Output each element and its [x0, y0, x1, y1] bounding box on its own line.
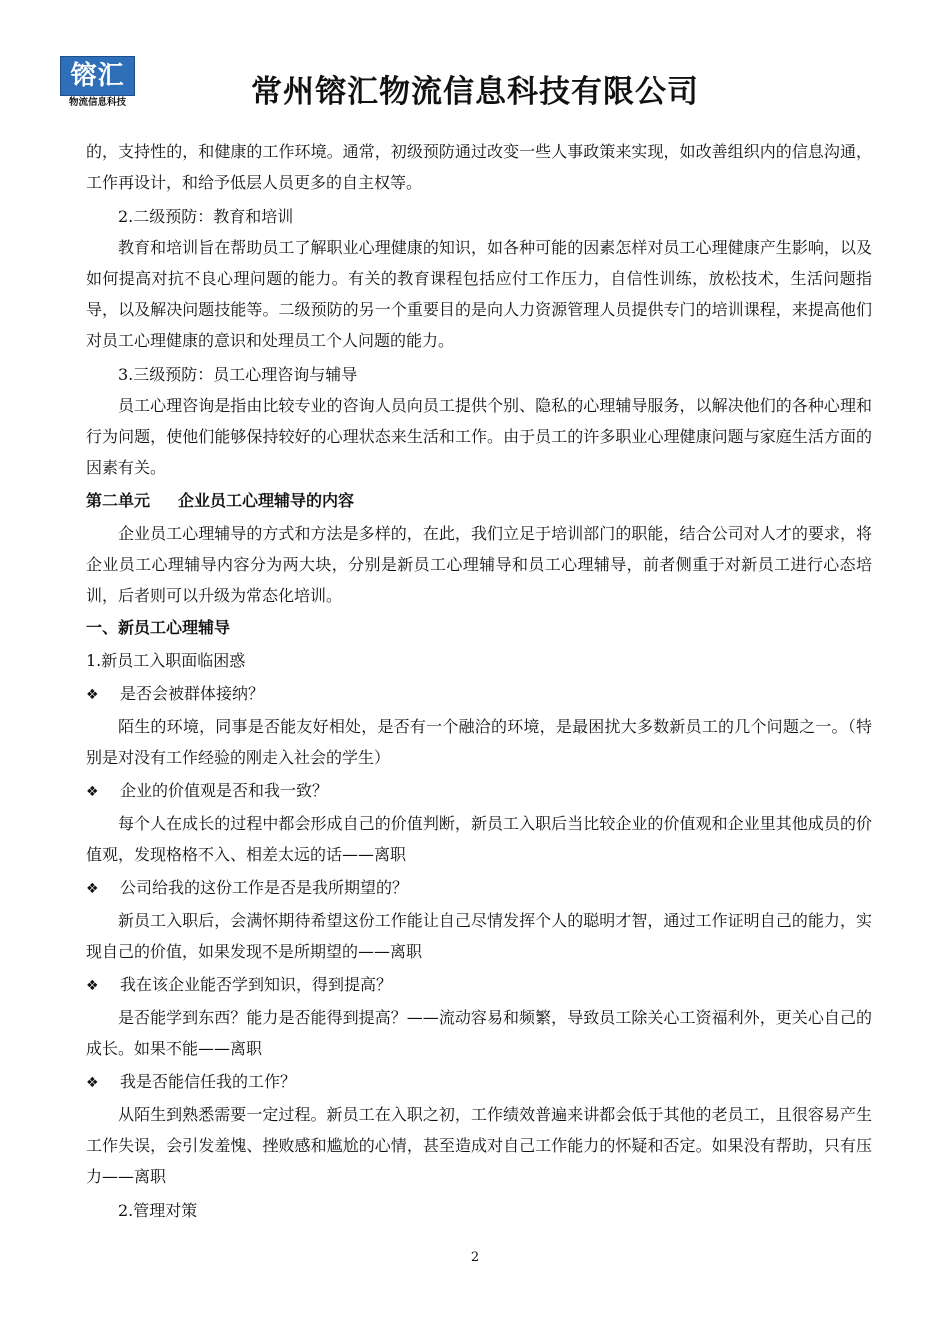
paragraph-unit-intro: 企业员工心理辅导的方式和方法是多样的，在此，我们立足于培训部门的职能，结合公司对人才的要求，将企业员工心理辅导内容分为两大块，分别是新员工心理辅导和员工心理辅导，前者侧重于对新员工进行心态培训，后者则可以升级为常态化培训。	[86, 524, 872, 605]
section-label: 2.二级预防：教育和培训	[118, 207, 294, 226]
unit-heading	[86, 485, 872, 516]
section-label: 3.三级预防：员工心理咨询与辅导	[118, 365, 358, 384]
unit-number: 第二单元	[86, 491, 151, 510]
section-tertiary-prevention	[86, 359, 872, 390]
bullet-item	[86, 678, 872, 711]
bullet-item	[86, 1066, 872, 1099]
diamond-bullet-icon: ❖	[86, 784, 99, 800]
page-header	[0, 0, 950, 130]
company-name: 常州镕汇物流信息科技有限公司	[251, 74, 699, 110]
diamond-bullet-icon: ❖	[86, 881, 99, 897]
bullet-item	[86, 872, 872, 905]
section-label: 2.管理对策	[118, 1201, 198, 1220]
logo-subtitle: 物流信息科技	[68, 97, 126, 108]
paragraph-bullet-detail: 每个人在成长的过程中都会形成自己的价值判断，新员工入职后当比较企业的价值观和企业里其他成员的价值观，发现格格不入、相差太远的话——离职	[86, 814, 872, 864]
bullet-text: 我在该企业能否学到知识，得到提高？	[120, 975, 393, 994]
paragraph-bullet-detail: 新员工入职后，会满怀期待希望这份工作能让自己尽情发挥个人的聪明才智，通过工作证明自己的能力，实现自己的价值，如果发现不是所期望的——离职	[86, 911, 872, 961]
page-number: 2	[470, 1250, 480, 1265]
bullet-text: 是否会被群体接纳？	[120, 684, 265, 703]
bullet-text: 我是否能信任我的工作？	[120, 1072, 297, 1091]
bullet-item	[86, 969, 872, 1002]
diamond-bullet-icon: ❖	[86, 1075, 99, 1091]
paragraph-counseling: 员工心理咨询是指由比较专业的咨询人员向员工提供个别、隐私的心理辅导服务，以解决他们的各种心理和行为问题，使他们能够保持较好的心理状态来生活和工作。由于员工的许多职业心理健康问题与家庭生活方面的因素有关。	[86, 396, 872, 477]
logo-mark: 镕汇	[60, 56, 135, 96]
unit-title: 企业员工心理辅导的内容	[178, 491, 355, 510]
bullet-text: 公司给我的这份工作是否是我所期望的？	[120, 878, 409, 897]
paragraph-training: 教育和培训旨在帮助员工了解职业心理健康的知识，如各种可能的因素怎样对员工心理健康产生影响，以及如何提高对抗不良心理问题的能力。有关的教育课程包括应付工作压力，自信性训练，放松技术，生活问题指导，以及解决问题技能等。二级预防的另一个重要目的是向人力资源管理人员提供专门的培训课程，来提高他们对员工心理健康的意识和处理员工个人问题的能力。	[86, 238, 872, 350]
section-label: 1.新员工入职面临困惑	[86, 651, 246, 670]
document-body	[86, 136, 872, 1226]
paragraph-bullet-detail: 陌生的环境，同事是否能友好相处，是否有一个融洽的环境，是最困扰大多数新员工的几个问题之一。（特别是对没有工作经验的刚走入社会的学生）	[86, 717, 872, 767]
paragraph-bullet-detail: 从陌生到熟悉需要一定过程。新员工在入职之初，工作绩效普遍来讲都会低于其他的老员工，且很容易产生工作失误，会引发羞愧、挫败感和尴尬的心情，甚至造成对自己工作能力的怀疑和否定。如果没有帮助，只有压力——离职	[86, 1105, 872, 1186]
heading-new-employee: 一、新员工心理辅导	[86, 618, 231, 637]
bullet-item	[86, 775, 872, 808]
diamond-bullet-icon: ❖	[86, 687, 99, 703]
bullet-text: 企业的价值观是否和我一致？	[120, 781, 329, 800]
diamond-bullet-icon: ❖	[86, 978, 99, 994]
section-management	[86, 1195, 872, 1226]
section-secondary-prevention	[86, 201, 872, 232]
paragraph-bullet-detail: 是否能学到东西？能力是否能得到提高？——流动容易和频繁，导致员工除关心工资福利外，更关心自己的成长。如果不能——离职	[86, 1008, 872, 1058]
paragraph-continuation: 的，支持性的，和健康的工作环境。通常，初级预防通过改变一些人事政策来实现，如改善组织内的信息沟通，工作再设计，和给予低层人员更多的自主权等。	[86, 142, 872, 192]
section-confusion	[86, 645, 872, 676]
